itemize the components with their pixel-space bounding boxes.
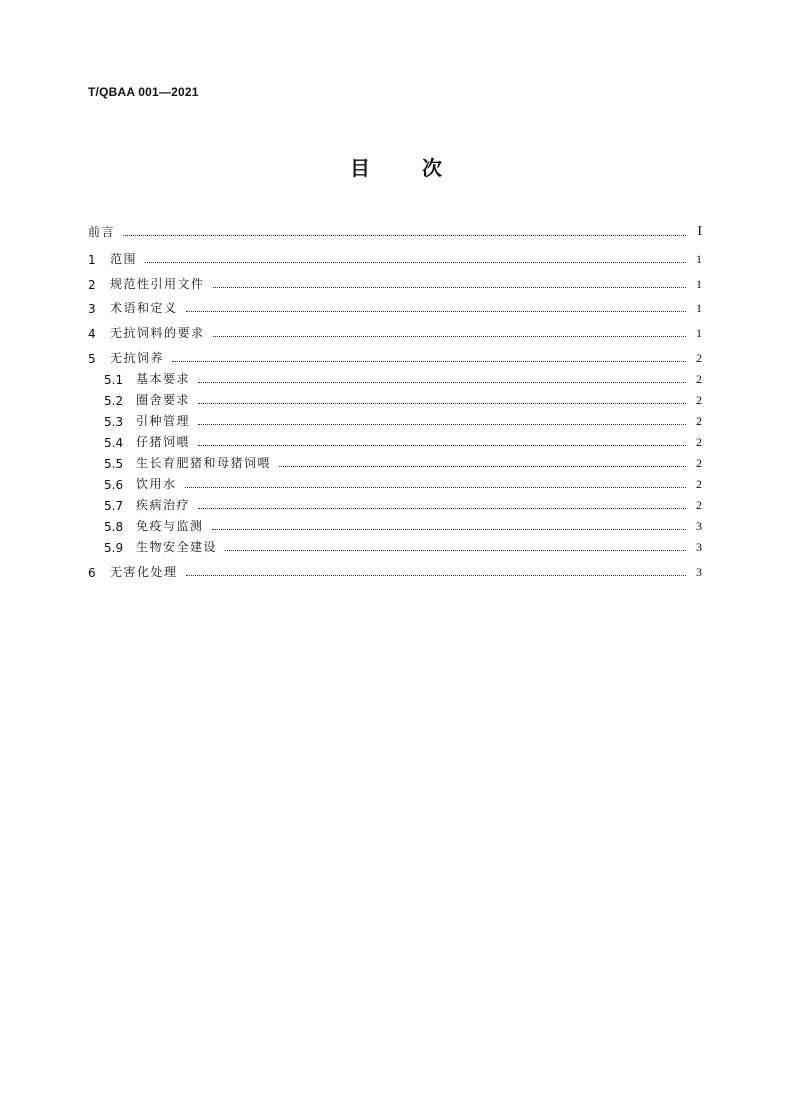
toc-entry-number: 5 — [88, 351, 96, 366]
toc-entry-page: 2 — [696, 413, 702, 428]
toc-entry[interactable] — [88, 216, 702, 240]
toc-entry-label: 范围 — [110, 251, 138, 266]
leader-dots — [213, 287, 686, 288]
toc-subentry[interactable] — [88, 513, 702, 534]
toc-entry-page: 2 — [696, 476, 702, 491]
toc-subentry[interactable] — [88, 450, 702, 471]
toc-entry-label: 生物安全建设 — [136, 539, 218, 554]
toc-entry-page: 3 — [696, 518, 702, 533]
toc-entry-page: 2 — [696, 455, 702, 470]
leader-dots — [225, 550, 686, 551]
leader-dots — [198, 403, 686, 404]
toc-subentry[interactable] — [88, 492, 702, 513]
toc-entry-label: 无抗饲养 — [110, 350, 165, 365]
toc-subentry[interactable] — [88, 366, 702, 387]
toc-entry[interactable] — [88, 242, 702, 267]
toc-entry-page: 2 — [696, 392, 702, 407]
toc-entry-label: 疾病治疗 — [136, 497, 191, 512]
toc-entry-number: 5.4 — [104, 435, 124, 450]
leader-dots — [198, 508, 686, 509]
toc-entry-page: 2 — [696, 371, 702, 386]
toc-entry-number: 5.9 — [104, 540, 124, 555]
leader-dots — [198, 424, 686, 425]
toc-entry-page: 3 — [696, 564, 702, 579]
leader-dots — [279, 466, 686, 467]
toc-entry-label: 术语和定义 — [110, 301, 178, 316]
toc-entry-number: 1 — [88, 252, 96, 267]
leader-dots — [212, 529, 686, 530]
leader-dots — [172, 361, 686, 362]
toc-subentry[interactable] — [88, 429, 702, 450]
toc-entry-number: 5.1 — [104, 372, 124, 387]
title-char: 次 — [422, 156, 442, 180]
toc-entry-label: 饮用水 — [136, 476, 177, 491]
toc-entry-label: 圈舍要求 — [136, 392, 191, 407]
toc-entry-page: 3 — [696, 539, 702, 554]
standard-code: T/QBAA 001—2021 — [88, 85, 199, 99]
toc-entry-number: 3 — [88, 302, 96, 317]
toc-entry-number: 4 — [88, 327, 96, 342]
toc-entry-page: 1 — [696, 301, 702, 316]
toc-entry-page: 2 — [696, 497, 702, 512]
toc-entry-number: 6 — [88, 565, 96, 580]
toc-entry-label: 引种管理 — [136, 413, 191, 428]
toc-subentry[interactable] — [88, 408, 702, 429]
page-title — [0, 152, 792, 181]
leader-dots — [145, 262, 686, 263]
toc-entry-page: 1 — [696, 276, 702, 291]
leader-dots — [186, 575, 686, 576]
toc-entry-label: 无害化处理 — [110, 564, 178, 579]
toc-entry-page: I — [697, 224, 702, 239]
toc-entry-page: 2 — [696, 350, 702, 365]
title-char: 目 — [350, 156, 370, 180]
toc-entry-number: 5.2 — [104, 393, 124, 408]
toc-entry-label: 生长育肥猪和母猪饲喂 — [136, 455, 272, 470]
leader-dots — [198, 382, 686, 383]
toc-entry-page: 1 — [696, 251, 702, 266]
toc-entry-label: 仔猪饲喂 — [136, 434, 191, 449]
toc-entry[interactable] — [88, 267, 702, 292]
toc-subentry[interactable] — [88, 534, 702, 555]
leader-dots — [213, 336, 686, 337]
toc-subentry[interactable] — [88, 471, 702, 492]
toc-entry-label: 前言 — [88, 225, 116, 239]
toc-entry[interactable] — [88, 316, 702, 341]
toc-entry-number: 5.6 — [104, 477, 124, 492]
toc-entry[interactable] — [88, 341, 702, 366]
toc-entry-label: 免疫与监测 — [136, 518, 204, 533]
toc-entry-number: 5.7 — [104, 498, 124, 513]
toc-subentry[interactable] — [88, 387, 702, 408]
toc-entry-number: 5.5 — [104, 456, 124, 471]
toc-entry-page: 2 — [696, 434, 702, 449]
leader-dots — [123, 235, 686, 236]
toc-entry-label: 规范性引用文件 — [110, 276, 205, 291]
table-of-contents — [88, 216, 702, 580]
leader-dots — [186, 311, 686, 312]
toc-entry[interactable] — [88, 292, 702, 317]
toc-entry-number: 2 — [88, 277, 96, 292]
toc-entry-label: 基本要求 — [136, 371, 191, 386]
leader-dots — [198, 445, 686, 446]
leader-dots — [185, 487, 686, 488]
toc-entry-number: 5.8 — [104, 519, 124, 534]
toc-entry-label: 无抗饲料的要求 — [110, 326, 205, 341]
toc-entry-page: 1 — [696, 326, 702, 341]
toc-entry-number: 5.3 — [104, 414, 124, 429]
toc-entry[interactable] — [88, 555, 702, 580]
